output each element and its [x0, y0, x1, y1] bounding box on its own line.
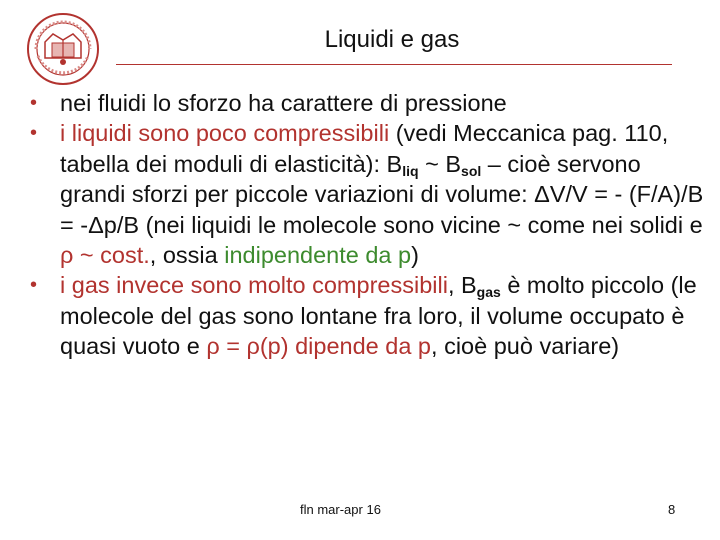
subscript: gas: [476, 284, 501, 301]
title-divider: [116, 64, 672, 65]
highlight-text: ρ = ρ(p) dipende da p: [206, 333, 432, 360]
bullet-item: [30, 88, 710, 118]
highlight-text: i gas invece sono molto compressibili: [60, 272, 448, 299]
bullet-list: [30, 88, 710, 362]
bullet-text: , cioè può variare): [431, 333, 620, 360]
bullet-text: , ossia: [149, 242, 225, 269]
bullet-item: [30, 270, 710, 361]
bullet-text: è molto piccolo (le molecole del gas sono lontane fra loro, il volume occupato è quasi vuoto e: [60, 272, 697, 360]
bullet-icon: •: [30, 92, 38, 114]
bullet-text: , B: [447, 272, 477, 299]
bullet-text: ): [411, 242, 419, 269]
bullet-text: ~ B: [418, 150, 462, 177]
bullet-text: nei fluidi lo sforzo ha carattere di pressione: [60, 90, 507, 116]
highlight-text: i liquidi sono poco compressibili: [60, 120, 390, 147]
highlight-text-green: indipendente da p: [224, 242, 412, 269]
page-number: 8: [668, 502, 676, 517]
highlight-text: ρ ~ cost.: [60, 242, 150, 269]
subscript: liq: [402, 162, 419, 179]
bullet-text: (vedi Meccanica pag. 110, tabella dei moduli di elasticità): B: [60, 120, 669, 177]
slide-title: Liquidi e gas: [324, 26, 460, 53]
bullet-icon: •: [30, 274, 38, 297]
bullet-item: [30, 118, 710, 270]
footer-text: fln mar-apr 16: [300, 502, 381, 517]
bullet-icon: •: [30, 122, 38, 145]
bullet-text: – cioè servono grandi sforzi per piccole variazioni di volume: ΔV/V = - (F/A)/B = -Δp/B (nei liquidi le molecole sono vicine ~ come nei solidi e: [60, 150, 704, 238]
subscript: sol: [461, 162, 482, 179]
